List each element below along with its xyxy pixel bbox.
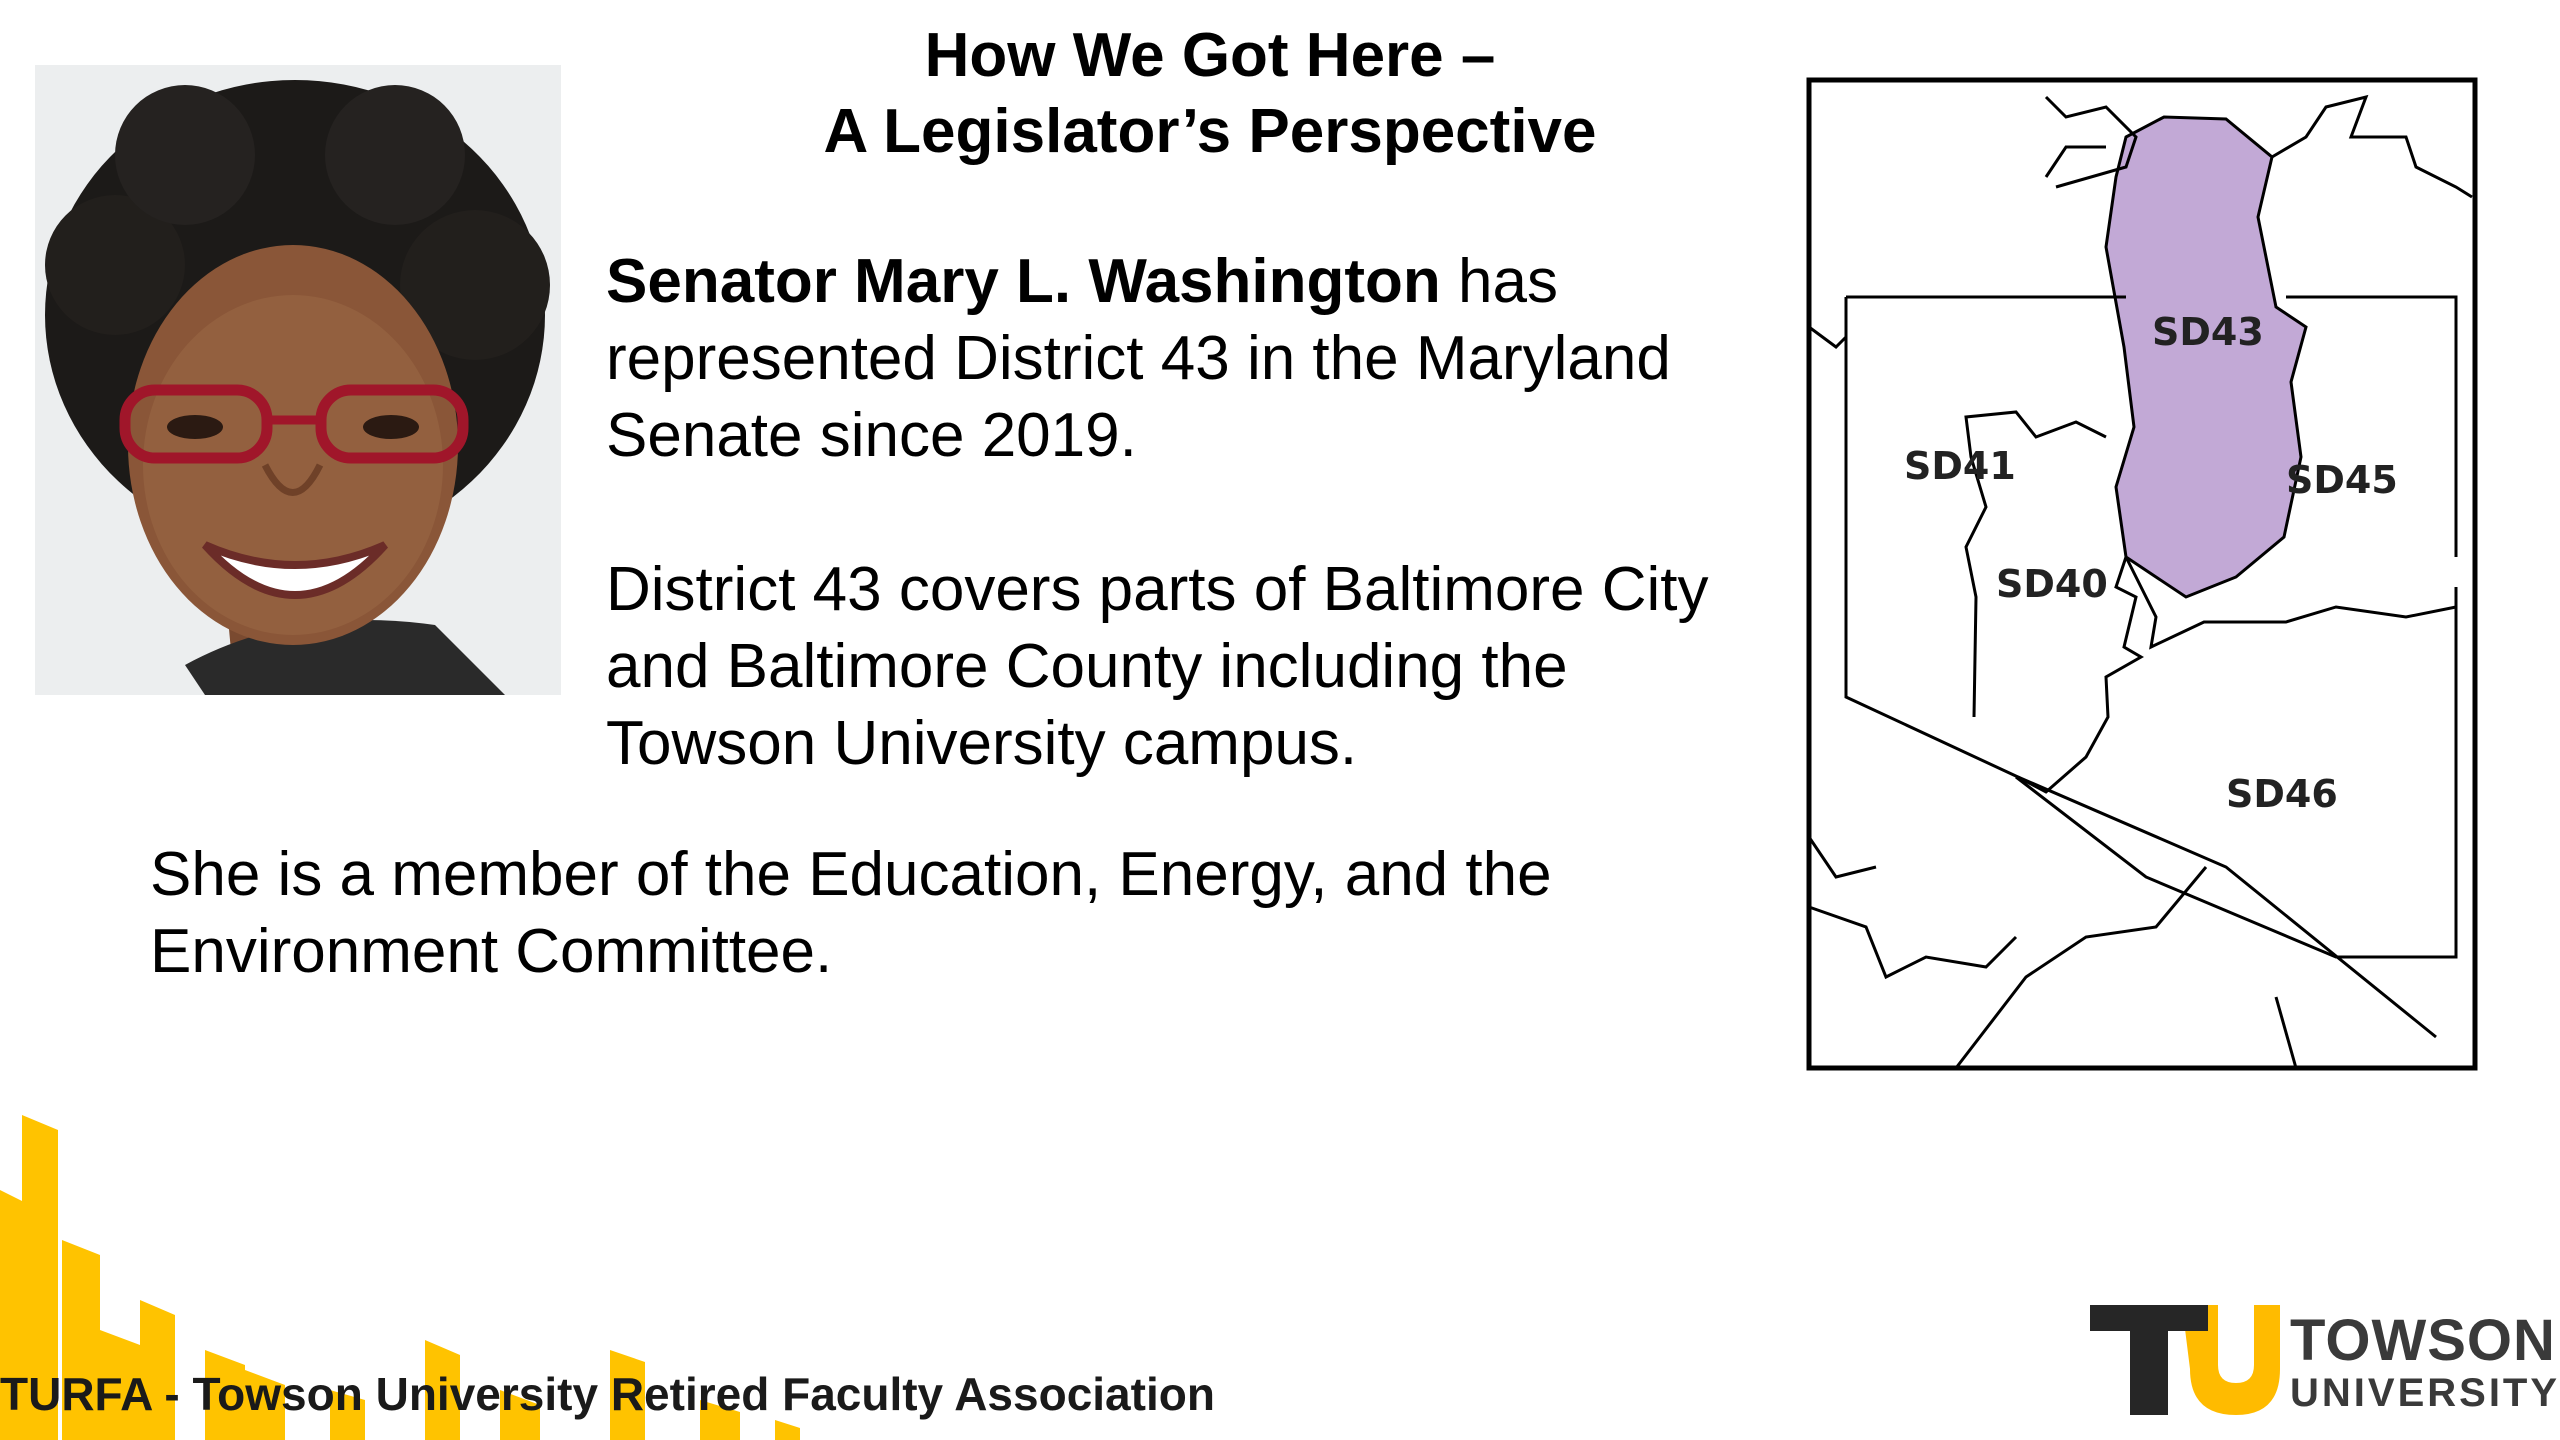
towson-university-logo (2090, 1305, 2560, 1425)
map-label-sd40: SD40 (1996, 562, 2108, 606)
bio-district: District 43 covers parts of Baltimore City and Baltimore County including the Towson University campus. (606, 555, 1709, 778)
bio-intro (606, 243, 1786, 474)
map-label-sd41: SD41 (1904, 444, 2016, 488)
portrait-image (35, 65, 561, 695)
title-line-1: How We Got Here – (924, 21, 1496, 90)
senator-name: Senator Mary L. Washington (606, 247, 1441, 316)
tu-monogram-icon (2090, 1305, 2280, 1425)
slide-title (720, 18, 1700, 170)
footer-association-name: TURFA - Towson University Retired Faculty Association (0, 1368, 1215, 1420)
bio-intro-rest: has represented District 43 in the Maryland Senate since 2019. (606, 247, 1671, 470)
logo-wordmark (2290, 1308, 2560, 1415)
district-map (1806, 77, 2478, 1071)
title-line-2: A Legislator’s Perspective (823, 97, 1597, 166)
district-map-graphic (1806, 77, 2478, 1071)
map-label-sd43: SD43 (2152, 310, 2264, 354)
senator-portrait (35, 65, 561, 695)
logo-wordmark-university: UNIVERSITY (2290, 1371, 2560, 1415)
logo-wordmark-towson: TOWSON (2290, 1308, 2556, 1373)
bio-text (606, 243, 1786, 782)
map-label-sd46: SD46 (2226, 772, 2338, 816)
bio-committee: She is a member of the Education, Energy, and the Environment Committee. (150, 840, 1552, 986)
map-label-sd45: SD45 (2286, 458, 2398, 502)
